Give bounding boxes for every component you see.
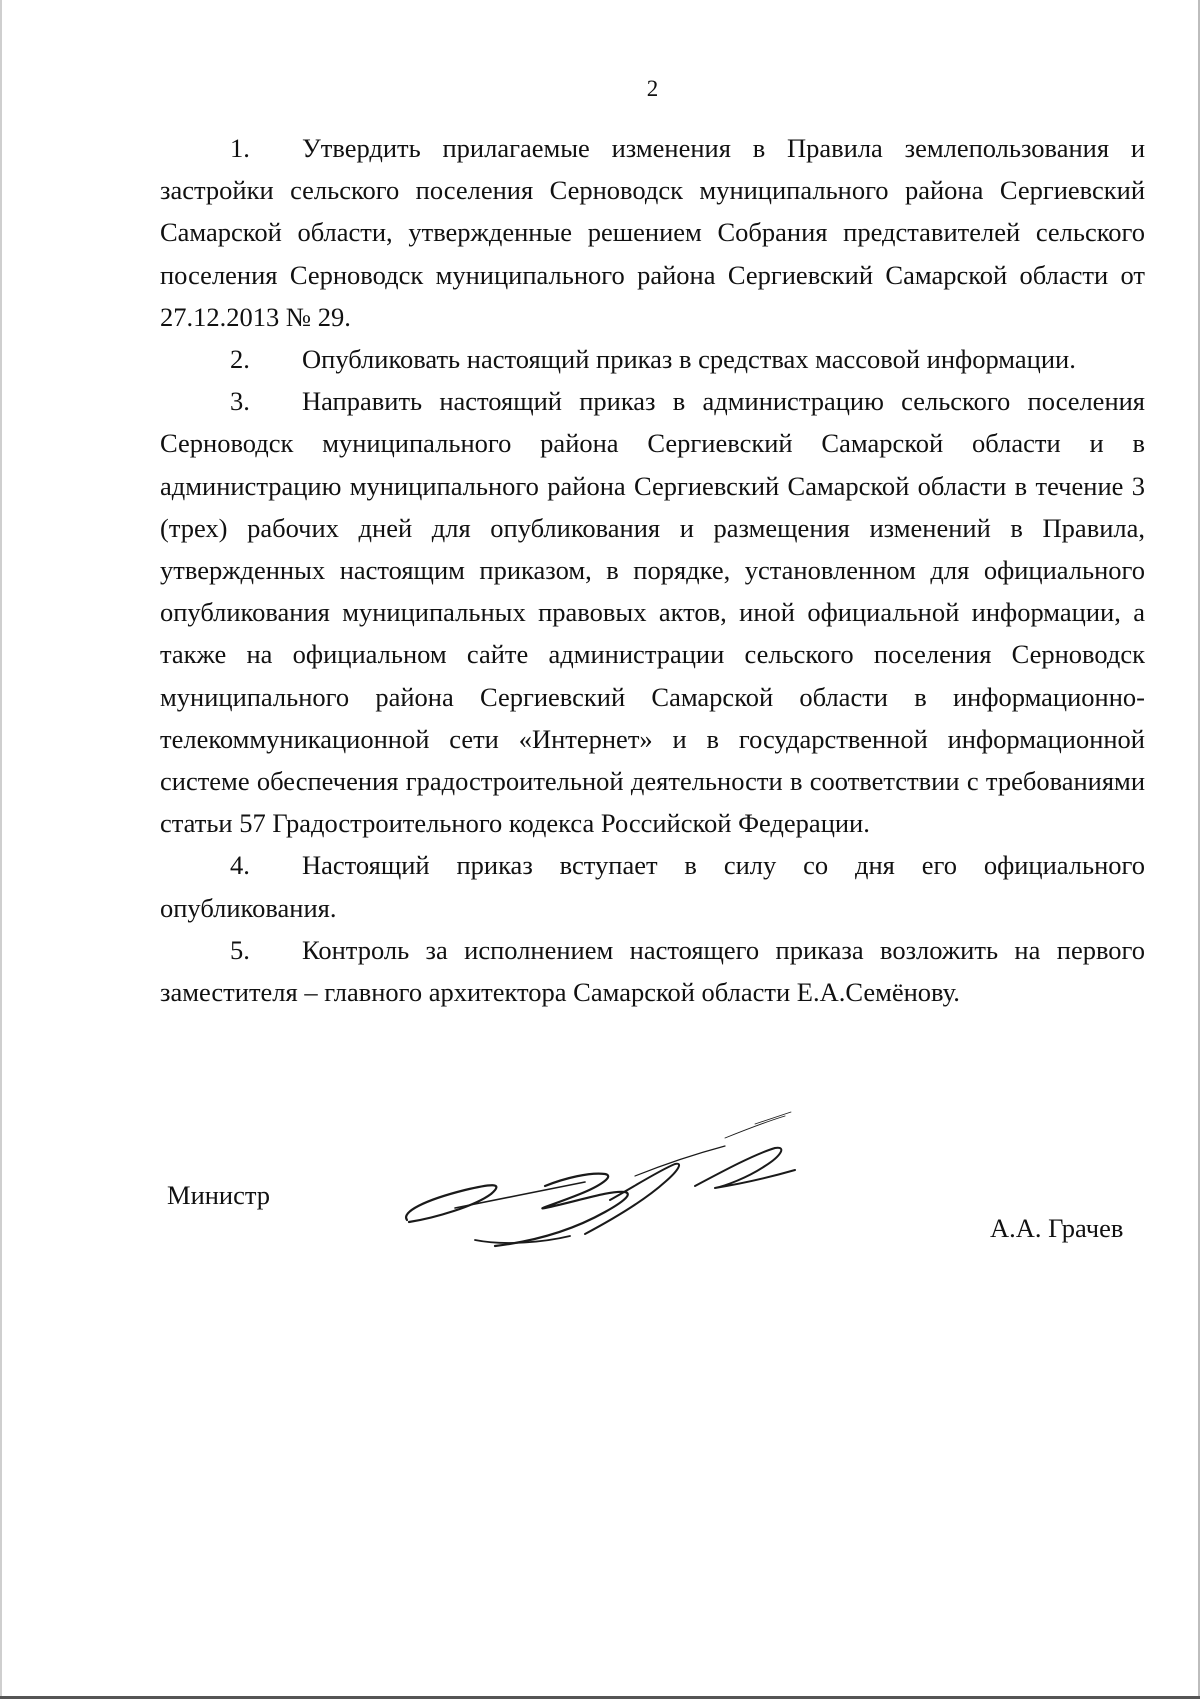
page-number: 2 [646,76,659,101]
paragraph-text: Направить настоящий приказ в администрацию сельского поселения Серноводск муниципального района Сергиевский Самарской области и в администрацию муниципального района Сергиевский Самарской области в течение 3 (трех) рабочих дней для опубликования и размещения изменений в Правила, утвержденных настоящим приказом, в порядке, установленном для официального опубликования муниципальных правовых актов, иной официальной информации, а также на официальном сайте администрации сельского поселения Серноводск муниципального района Сергиевский Самарской области в информационно-телекоммуникационной сети «Интернет» и в государственной информационной системе обеспечения градостроительной деятельности в соответствии с требованиями статьи 57 Градостроительного кодекса Российской Федерации. [160,386,1145,839]
paragraph-1 [160,127,1145,338]
paragraph-4 [160,844,1145,928]
paragraph-2 [160,338,1145,380]
signatory-title: Министр [167,1180,271,1210]
paragraph-number: 4. [230,850,250,881]
paragraph-number: 5. [230,934,250,965]
signature-block [0,1090,1200,1270]
paragraph-text: Настоящий приказ вступает в силу со дня его официального опубликования. [160,850,1145,923]
paragraph-text: Опубликовать настоящий приказ в средствах массовой информации. [302,344,1076,375]
handwritten-signature [395,1090,865,1260]
paragraph-text: Утвердить прилагаемые изменения в Правила землепользования и застройки сельского поселения Серноводск муниципального района Сергиевский Самарской области, утвержденные решением Собрания представителей сельского поселения Серноводск муниципального района Сергиевский Самарской области от 27.12.2013 № 29. [160,133,1145,332]
scan-edge-left [0,0,2,1699]
paragraph-5 [160,929,1145,1013]
signatory-name: А.А. Грачев [990,1213,1124,1243]
paragraph-number: 2. [230,344,250,375]
paragraph-text: Контроль за исполнением настоящего приказа возложить на первого заместителя – главного архитектора Самарской области Е.А.Семёнову. [160,934,1145,1008]
document-body [160,127,1145,1013]
paragraph-3 [160,380,1145,844]
paragraph-number: 3. [230,386,250,417]
paragraph-number: 1. [230,133,250,163]
